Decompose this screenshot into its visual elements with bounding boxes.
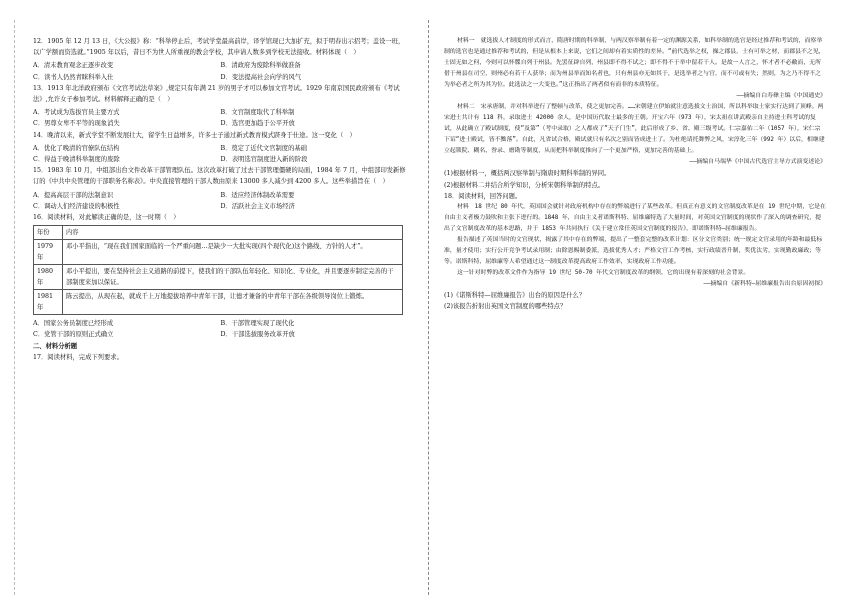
option[interactable]: A．国家公务员制度已经形成 xyxy=(33,320,114,328)
question-18-part-1: (1)《诺斯科特—屈维廉报告》出台的原因是什么？ xyxy=(444,292,586,300)
question-12: 12．1905 年 12 月 13 日，《大公报》称：“科举停止后，考试学堂最高前岸，译学馆现已大加扩充，拟于明春出示招考；盖设一班，以广学额而资选就。”1905 年以后，昔日不为世人所重视的教会学校，其申请人数多到学校无法接收。材料体现（ ） xyxy=(33,38,405,57)
table-cell-year: 1980年 xyxy=(34,265,63,290)
table-row xyxy=(34,240,403,265)
option[interactable]: B．清政府为废除科举做准备 xyxy=(220,62,301,70)
option[interactable]: C．党管干部的原则正式确立 xyxy=(33,331,114,339)
question-17-part-1: (1)根据材料一，概括两汉察举制与隋唐时期科举制的异同。 xyxy=(444,170,611,178)
material-2-source: ——摘编自马端华《中国古代选官主导方式演变述论》 xyxy=(689,159,826,166)
option[interactable]: C．读书人仍然青睐科举入仕 xyxy=(33,73,114,81)
question-18: 18．阅读材料，回答问题。 xyxy=(444,192,522,200)
material-18-source: ——摘编自《新科特—屈维廉报告出台原因初探》 xyxy=(703,281,826,288)
table-header-year: 年份 xyxy=(34,226,63,240)
material-2: 材料二 宋承唐制，并对科举进行了整顿与改革，使之更加完善。……宋朝建立伊始就注意选拔文士治国，所以科举取士家实行达到了顶峰。两宋进士共计有 118 科，录取进士 42000 余人，是中国历代取士最多的王朝。开宝六年（973 年），宋太祖在讲武殿亲自主持进士科考试的复试，从此确立了殿试制度，使“及第”（考中录取）之人都成了“天子门生”，此后形成了乡、省、殿三级考试。仁宗嘉佑二年（1057 年），宋仁宗下诏“进士殿试，皆不黜落”。自此，凡省试合格，殿试就只有名次之别而皆成进士了。为杜绝请托舞弊之风，宋淳化三年（992 年）以后，相继建立起锁院、糊名、誊录、磨勘等制度，从而把科举制度推向了一个更加严格，更加完善的基础上。 xyxy=(444,104,825,155)
option[interactable]: C．男尊女卑不平等的现象消失 xyxy=(33,120,120,128)
material-table xyxy=(33,225,403,315)
question-17-part-2: (2)根据材料二并结合所学知识，分析宋朝科举制的特点。 xyxy=(444,181,605,189)
question-16-options xyxy=(33,318,408,340)
option[interactable]: B．适应经济体制改革需要 xyxy=(220,191,295,199)
material-18-para-2: 报告描述了英国当时的文官现状，揭露了其中存在的弊端，提出了一整套完整的改革计划：区分文官类别；统一规定文官录用的年龄和最低标准，量才使用；实行公开竞争考试录用制；由除恩赐制委派，选拔优秀人才；严格文官工作考核，实行政绩晋升制，奖优汰劣，实现勤政廉政；等等。诺斯科特、屈维廉等人希望通过这一制度改革提高政府工作效率，实现政府工作功能。 xyxy=(444,237,823,266)
table-cell-content: 邓小平指出，“现在我们国家面临的一个严重问题...是缺少一大批实现(四个现代化)这个路线、方针的人才”。 xyxy=(63,240,403,265)
option[interactable]: D．变法提高社会向学的风气 xyxy=(220,73,302,81)
option[interactable]: D．表明选官制度进入新的阶段 xyxy=(220,156,308,164)
table-row xyxy=(34,265,403,290)
option[interactable]: A．提高高层干部的法制意识 xyxy=(33,191,114,199)
option[interactable]: C．得益于晚清科举制度的废除 xyxy=(33,156,120,164)
material-1: 材料一 就选拔人才制度的形式而言，隋唐时期的科举制，与两汉察举制有着一定的渊源关系，如科举制的选官是经过推荐和考试的，而察举制的选官也是通过推荐和考试的，但是从根本上来说，它们之间却有着实质性的差异。“前代选举之权，操之郡县，士有可举之材，而郡县不之见，士固无如之何，今则可以怀牒自列于州县。先罢征辟自列，州县即不得不试之；即不得不于举中留若干人。是故一人言之，怀才者不必敝而，无所借于州县在司空，则州必有若干人获举；而为州县举而知名者也，只有州县亦无如其于，是选举者之与官，而不可或有失；然则，为之乃不得不之为举必者之所为其为位。此选法之一大变也。”这正指出了两者似有而非的本质特征。 xyxy=(444,38,825,88)
table-cell-year: 1979年 xyxy=(34,240,63,265)
option[interactable]: D．干部选拔服务改革开放 xyxy=(220,331,295,339)
question-13: 13．1913 年北洋政府颁布《文官考试法草案》,规定只有年满 21 岁的男子才可以参加文官考试。1929 年南京国民政府颁布《考试法》,允许女子参加考试。材料解释正确的是（ ） xyxy=(33,84,400,104)
option[interactable]: C．调动人们经济建设的积极性 xyxy=(33,202,120,210)
table-cell-year: 1981年 xyxy=(34,290,63,315)
table-header-row xyxy=(34,226,403,240)
right-column xyxy=(444,36,826,313)
table-cell-content: 邓小平提出，要在坚持社会主义道路的前提下，使我们的干部队伍年轻化、知识化、专业化，并且要逐步制定完善的干部制度来加以保证。 xyxy=(63,265,403,290)
question-15-options xyxy=(33,190,408,212)
table-row xyxy=(34,290,403,315)
material-18-para-1: 材料 18 世纪 80 年代，英国国会就针对政府机构中存在的弊端进行了某些改革。但真正有意义的文官制度改革是在 19 世纪中期，它是在自由主义者极力鼓吹和主张下进行的。1848 年，自由主义者诺斯科特、屈维廉特选了大量时间，对英国文官制度的现状作了深入的调查研究，提出了文官制度改革的基本思路，并于 1853 年共同执行《关于建立常任英国文官制度的报告》，即诺斯科特—屈维廉报告。 xyxy=(444,204,826,233)
question-14: 14．晚清以来，新式学堂不断发展壮大，留学生日益增多，许多士子通过新式教育模式跻身于仕途。这一变化（ ） xyxy=(33,131,356,139)
section-heading: 二、材料分析题 xyxy=(33,342,78,350)
question-17: 17．阅读材料，完成下列要求。 xyxy=(33,353,123,361)
question-12-options xyxy=(33,60,408,82)
option[interactable]: B．干部管理实现了现代化 xyxy=(220,320,295,328)
option[interactable]: D．活跃社会主义市场经济 xyxy=(220,202,295,210)
option[interactable]: A．优化了晚清的官僚队伍结构 xyxy=(33,144,120,152)
option[interactable]: A．清末教育观念正逐步改变 xyxy=(33,62,114,70)
left-column xyxy=(33,36,408,363)
question-16: 16．阅读材料，对此解读正确的是，这一时期（ ） xyxy=(33,214,180,222)
question-15: 15．1983 年 10 月，中组部出台文件改革干部管理队伍。这次改革打破了过去干部管理僵硬的局面，1984 年 7 月，中组部印发新修订的《中共中央管理的干部职务名称表》。中央直接管理的干部人数由原来 13000 多人减少到 4200 多人。这些举措旨在（ ） xyxy=(33,167,406,186)
option[interactable]: B．奠定了近代文官制度的基础 xyxy=(220,144,307,152)
question-13-options xyxy=(33,107,408,129)
binding-margin-line xyxy=(14,20,15,595)
column-divider xyxy=(428,20,429,595)
material-1-source: ——摘编自白寿彝主编《中国通史》 xyxy=(736,93,826,99)
option[interactable]: B．文官制度取代了科举制 xyxy=(220,109,295,117)
option[interactable]: A．考试成为选拔官员主要方式 xyxy=(33,109,120,117)
table-header-content: 内容 xyxy=(63,226,403,240)
question-14-options xyxy=(33,143,408,165)
table-cell-content: 陈云提出，从现在起，就成千上万地提拔培养中青年干部，让德才兼备的中青年干部在各级领导岗位上锻炼。 xyxy=(63,290,403,315)
option[interactable]: D．选官更加趋于公平开放 xyxy=(220,120,295,128)
material-18-para-3: 这一针对时弊的改革文件作为指导 19 世纪 50-70 年代文官制度改革的纲领，它的出现有着深刻的社会背景。 xyxy=(457,270,750,277)
question-18-part-2: (2)该报告折射出英国文官制度的哪些特点？ xyxy=(444,303,567,311)
